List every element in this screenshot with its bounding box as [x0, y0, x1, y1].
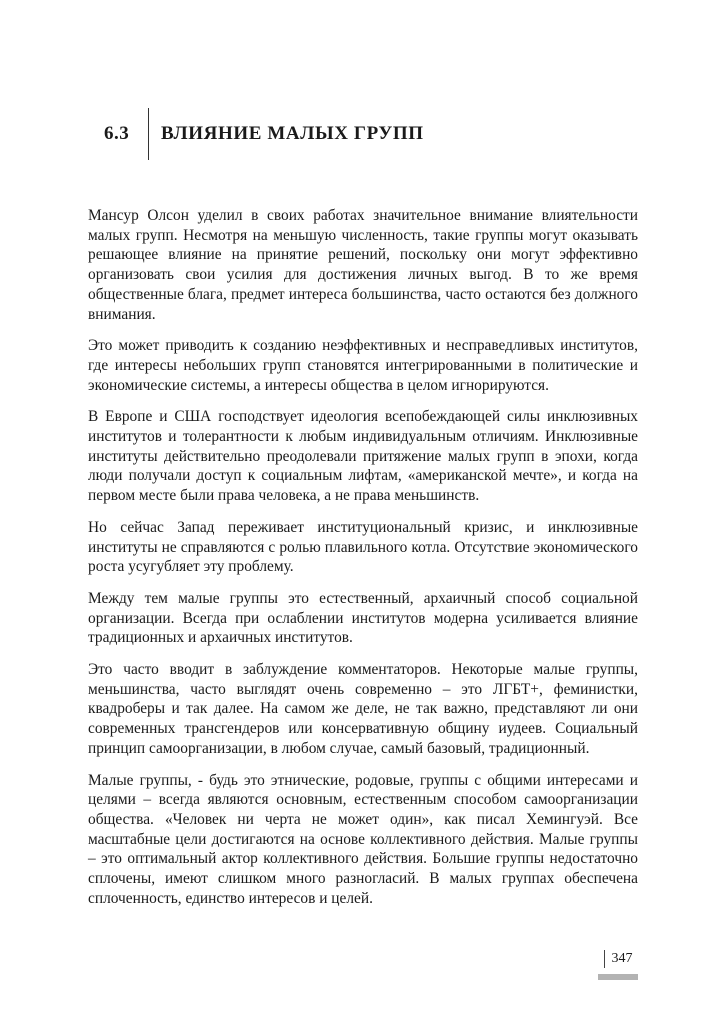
- page-number-bar: [598, 974, 638, 980]
- section-title: ВЛИЯНИЕ МАЛЫХ ГРУПП: [161, 123, 424, 144]
- body-text: [88, 206, 638, 921]
- paragraph: Между тем малые группы это естественный, архаичный способ социальной организации. Всегда при ослаблении институтов модерна усиливается влияние традиционных и архаичных институтов.: [88, 589, 638, 647]
- heading-divider: [148, 108, 149, 160]
- paragraph: В Европе и США господствует идеология всепобеждающей силы инклюзивных институтов и толерантности к любым индивидуальным отличиям. Инклюзивные институты действительно преодолевали притяжение малых групп в эпохи, когда люди получали доступ к социальным лифтам, «американской мечте», и когда на первом месте были права человека, а не права меньшинств.: [88, 408, 638, 505]
- section-number: 6.3: [104, 123, 130, 144]
- paragraph: Мансур Олсон уделил в своих работах значительное внимание влиятельности малых групп. Несмотря на меньшую численность, такие группы могут оказывать решающее влияние на принятие решений, поскольку они могут эффективно организовать свои усилия для достижения личных выгод. В то же время общественные блага, предмет интереса большинства, часто остаются без должного внимания.: [88, 207, 638, 323]
- section-heading: [104, 108, 424, 160]
- page-number: 347: [604, 950, 639, 968]
- paragraph: Это часто вводит в заблуждение комментаторов. Некоторые малые группы, меньшинства, часто выглядят очень современно – это ЛГБТ+, феминистки, квадроберы и так далее. На самом же деле, не так важно, представляют ли они современных трансгендеров или консервативную общину иудеев. Социальный принцип самоорганизации, в любом случае, самый базовый, традиционный.: [88, 661, 638, 757]
- paragraph: Это может приводить к созданию неэффективных и несправедливых институтов, где интересы небольших групп становятся интегрированными в политические и экономические системы, а интересы общества в целом игнорируются.: [88, 337, 638, 394]
- paragraph: Но сейчас Запад переживает институциональный кризис, и инклюзивные институты не справляются с ролью плавильного котла. Отсутствие экономического роста усугубляет эту проблему.: [88, 518, 638, 576]
- paragraph: Малые группы, - будь это этнические, родовые, группы с общими интересами и целями – всегда являются основным, естественным способом самоорганизации общества. «Человек ни черта не может один», как писал Хемингуэй. Все масштабные цели достигаются на основе коллективного действия. Малые группы – это оптимальный актор коллективного действия. Большие группы недостаточно сплочены, имеют слишком много разногласий. В малых группах обеспечена сплоченность, единство интересов и целей.: [88, 771, 638, 907]
